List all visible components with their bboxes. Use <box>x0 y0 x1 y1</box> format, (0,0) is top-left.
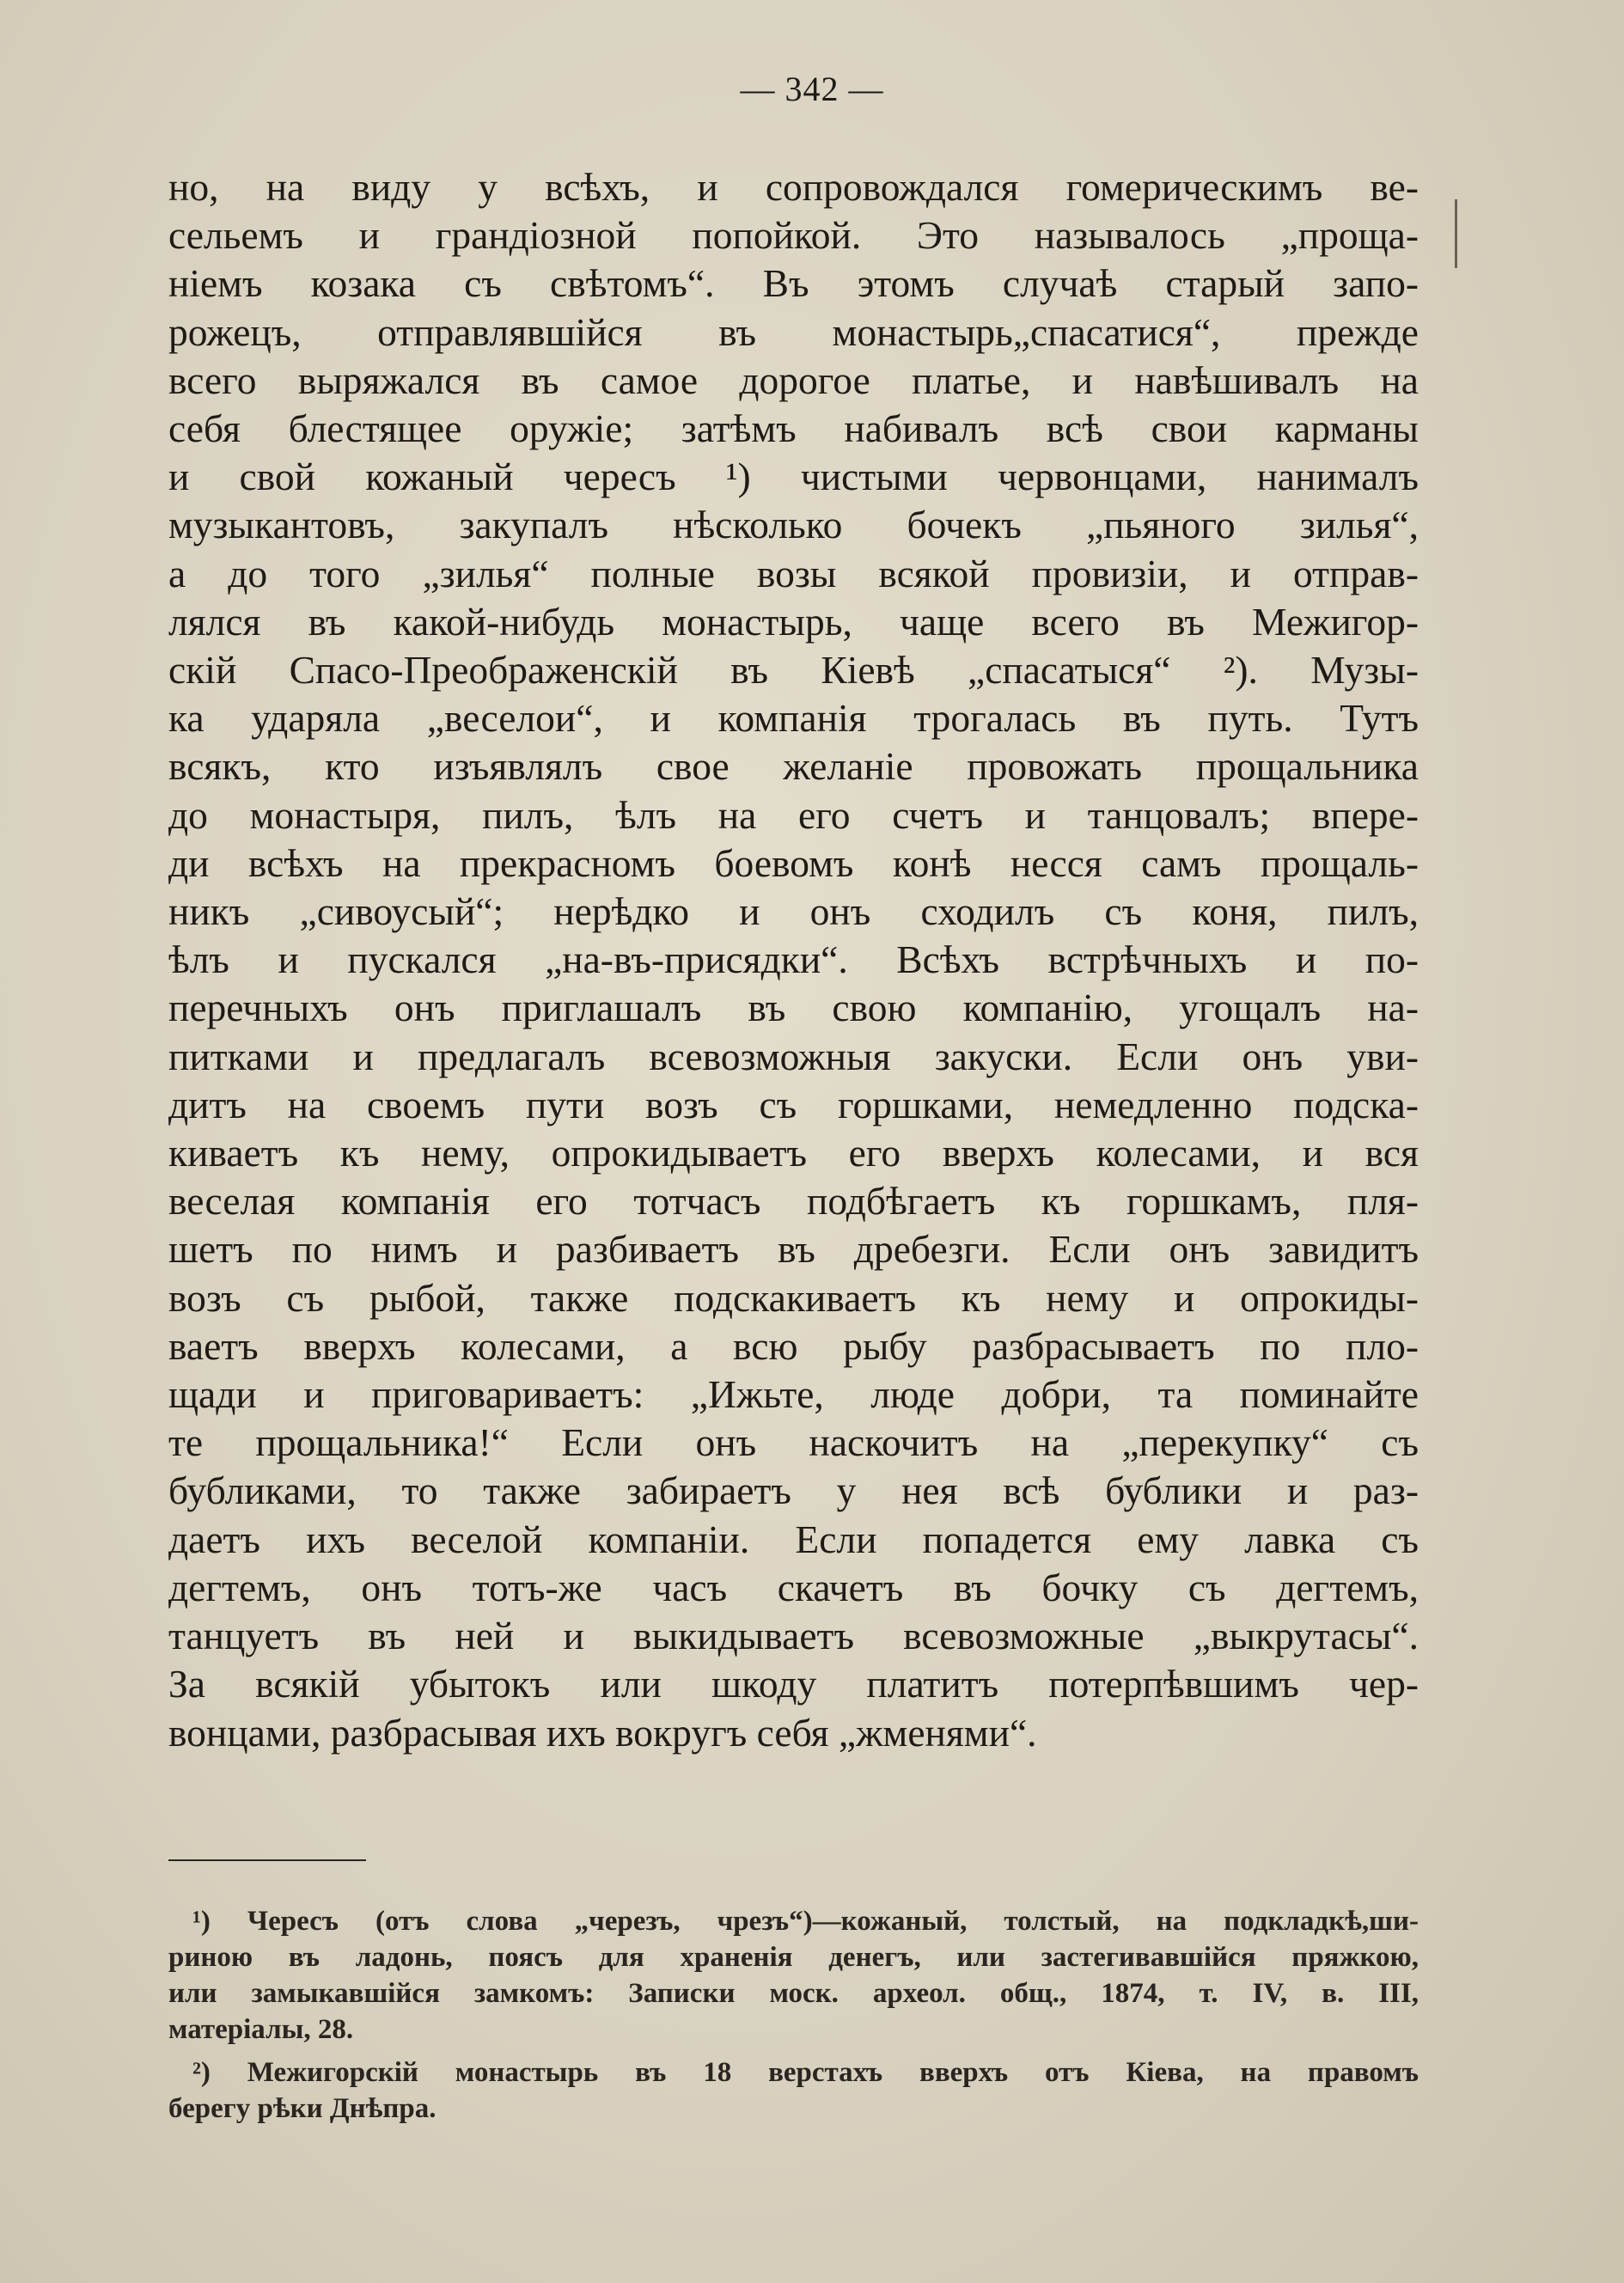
body-line: возъ съ рыбой, также подскакиваетъ къ нему и опрокиды- <box>168 1275 1419 1320</box>
footnote-2 <box>168 2054 1419 2127</box>
footnote-line: матеріалы, 28. <box>168 2014 354 2045</box>
footnote-line: риною въ ладонь, поясъ для храненія денегъ, или застегивавшійся пряжкою, <box>168 1942 1419 1973</box>
body-line: лялся въ какой-нибудь монастырь, чаще всего въ Межигор- <box>168 599 1419 644</box>
footnotes <box>168 1903 1419 2127</box>
body-line: киваетъ къ нему, опрокидываетъ его вверхъ колесами, и вся <box>168 1131 1419 1175</box>
page-number: — 342 — <box>740 70 884 108</box>
body-line: ка ударяла „веселои“, и компанія трогалась въ путь. Тутъ <box>168 696 1419 741</box>
body-line: перечныхъ онъ приглашалъ въ свою компанію, угощалъ на- <box>168 986 1419 1030</box>
body-line: рожецъ, отправлявшійся въ монастырь„спасатися“, прежде <box>168 309 1419 354</box>
footnote-1 <box>168 1903 1419 2048</box>
body-line: скій Спасо-Преображенскій въ Кіевѣ „спасатыся“ ²). Музы- <box>168 648 1419 693</box>
footnote-line: или замыкавшійся замкомъ: Записки моск. археол. общ., 1874, т. IV, в. III, <box>168 1978 1419 2009</box>
body-line: дитъ на своемъ пути возъ съ горшками, немедленно подска- <box>168 1082 1419 1126</box>
body-line: никъ „сивоусый“; нерѣдко и онъ сходилъ съ коня, пилъ, <box>168 889 1419 934</box>
footnote-separator <box>168 1859 366 1861</box>
footnote-line: ¹) Чересъ (отъ слова „черезъ, чрезъ“)—кожаный, толстый, на подкладкѣ,ши- <box>192 1906 1419 1937</box>
body-line: За всякій убытокъ или шкоду платитъ потерпѣвшимъ чер- <box>168 1662 1419 1706</box>
body-line: музыкантовъ, закупалъ нѣсколько бочекъ „пьяного зилья“, <box>168 503 1419 547</box>
body-line: щади и приговариваетъ: „Ижьте, люде добри, та поминайте <box>168 1372 1419 1417</box>
body-line: ди всѣхъ на прекрасномъ боевомъ конѣ несся самъ прощаль- <box>168 840 1419 885</box>
body-line: дегтемъ, онъ тотъ-же часъ скачетъ въ бочку съ дегтемъ, <box>168 1565 1419 1609</box>
footnote-line: берегу рѣки Днѣпра. <box>168 2093 437 2124</box>
body-line: ѣлъ и пускался „на-въ-присядки“. Всѣхъ встрѣчныхъ и по- <box>168 937 1419 982</box>
body-line: но, на виду у всѣхъ, и сопровождался гомерическимъ ве- <box>168 165 1419 209</box>
body-line: ніемъ козака съ свѣтомъ“. Въ этомъ случаѣ старый запо- <box>168 261 1419 306</box>
body-line: себя блестящее оружіе; затѣмъ набивалъ всѣ свои карманы <box>168 406 1419 451</box>
body-line: даетъ ихъ веселой компаніи. Если попадется ему лавка съ <box>168 1517 1419 1561</box>
body-line: питками и предлагалъ всевозможныя закуски. Если онъ уви- <box>168 1034 1419 1078</box>
body-line: всякъ, кто изъявлялъ свое желаніе провожать прощальника <box>168 744 1419 789</box>
body-line: до монастыря, пилъ, ѣлъ на его счетъ и танцовалъ; впере- <box>168 792 1419 837</box>
margin-mark <box>1455 199 1457 268</box>
body-line: шетъ по нимъ и разбиваетъ въ дребезги. Если онъ завидитъ <box>168 1227 1419 1272</box>
body-line: и свой кожаный чересъ ¹) чистыми червонцами, нанималъ <box>168 455 1419 499</box>
body-line: а до того „зилья“ полные возы всякой провизіи, и отправ- <box>168 551 1419 595</box>
body-line: ваетъ вверхъ колесами, а всю рыбу разбрасываетъ по пло- <box>168 1323 1419 1368</box>
body-line: сельемъ и грандіозной попойкой. Это называлось „проща- <box>168 213 1419 258</box>
body-line: бубликами, то также забираетъ у нея всѣ бублики и раз- <box>168 1468 1419 1513</box>
body-line: всего выряжался въ самое дорогое платье, и навѣшивалъ на <box>168 357 1419 402</box>
body-line: те прощальника!“ Если онъ наскочитъ на „перекупку“ съ <box>168 1420 1419 1465</box>
footnote-line: ²) Межигорскій монастырь въ 18 верстахъ вверхъ отъ Кіева, на правомъ <box>192 2057 1419 2088</box>
body-line: вонцами, разбрасывая ихъ вокругъ себя „жменями“. <box>168 1710 1037 1755</box>
body-line: веселая компанія его тотчасъ подбѣгаетъ къ горшкамъ, пля- <box>168 1179 1419 1224</box>
body-line: танцуетъ въ ней и выкидываетъ всевозможные „выкрутасы“. <box>168 1614 1419 1658</box>
body-text <box>168 163 1419 1757</box>
